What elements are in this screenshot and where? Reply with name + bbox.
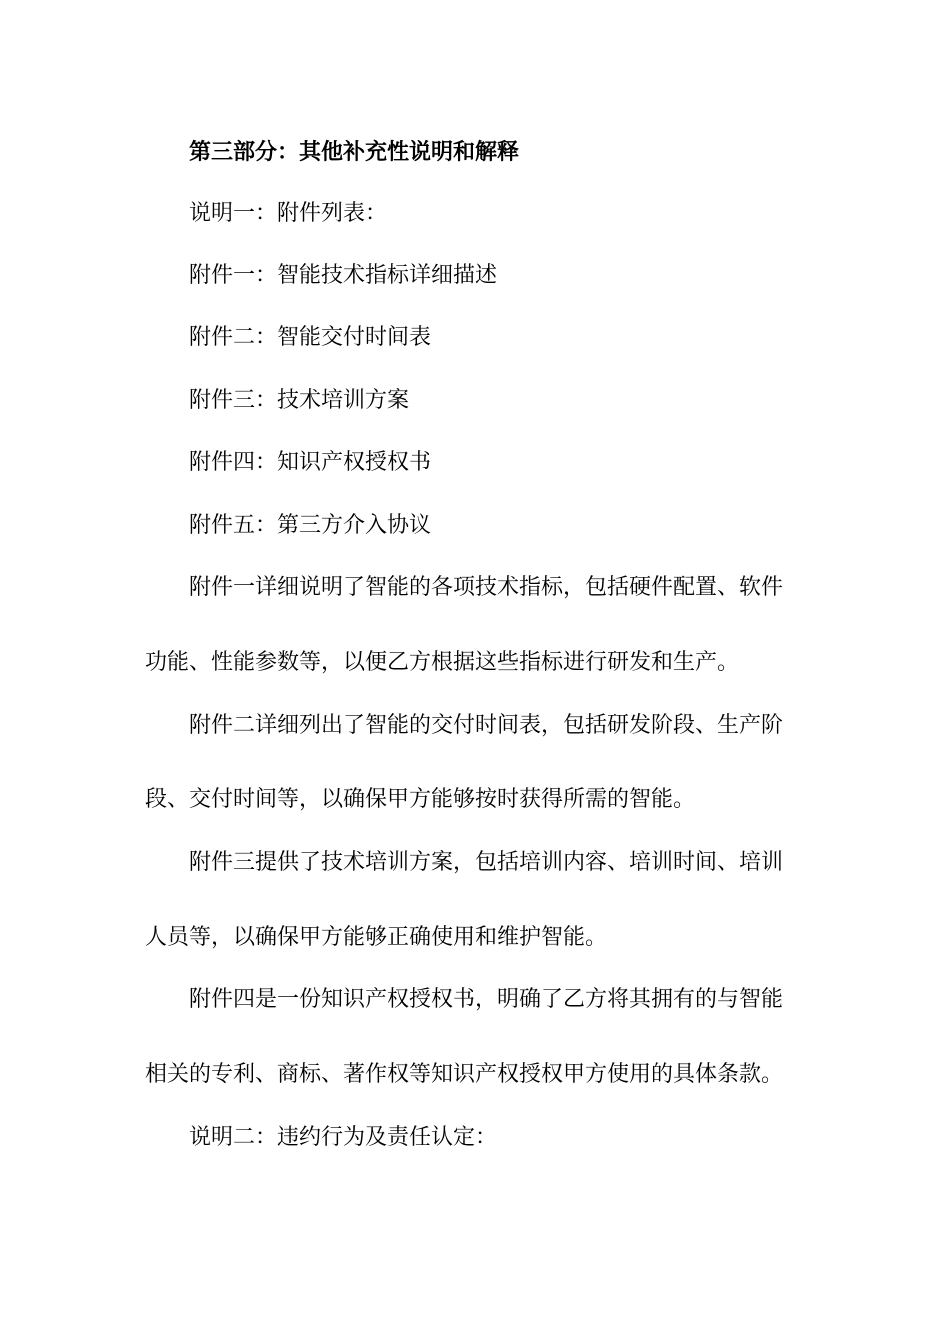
attachment-item-2: 附件二：智能交付时间表	[189, 325, 432, 350]
paragraph-3-line-2: 人员等，以确保甲方能够正确使用和维护智能。	[145, 925, 608, 950]
paragraph-3-line-1: 附件三提供了技术培训方案，包括培训内容、培训时间、培训	[189, 850, 784, 875]
paragraph-4-line-2: 相关的专利、商标、著作权等知识产权授权甲方使用的具体条款。	[145, 1062, 784, 1087]
note1-heading: 说明一：附件列表：	[189, 201, 388, 226]
attachment-item-4: 附件四：知识产权授权书	[189, 450, 432, 475]
paragraph-4-line-1: 附件四是一份知识产权授权书，明确了乙方将其拥有的与智能	[189, 987, 784, 1012]
paragraph-1-line-1: 附件一详细说明了智能的各项技术指标，包括硬件配置、软件	[189, 575, 784, 600]
paragraph-2-line-2: 段、交付时间等，以确保甲方能够按时获得所需的智能。	[145, 787, 696, 812]
paragraph-1-line-2: 功能、性能参数等，以便乙方根据这些指标进行研发和生产。	[145, 650, 740, 675]
attachment-item-3: 附件三：技术培训方案	[189, 388, 410, 413]
note2-heading: 说明二：违约行为及责任认定：	[189, 1125, 498, 1150]
paragraph-2-line-1: 附件二详细列出了智能的交付时间表，包括研发阶段、生产阶	[189, 713, 784, 738]
attachment-item-1: 附件一：智能技术指标详细描述	[189, 263, 498, 288]
attachment-item-5: 附件五：第三方介入协议	[189, 513, 432, 538]
section-heading: 第三部分：其他补充性说明和解释	[189, 139, 520, 165]
